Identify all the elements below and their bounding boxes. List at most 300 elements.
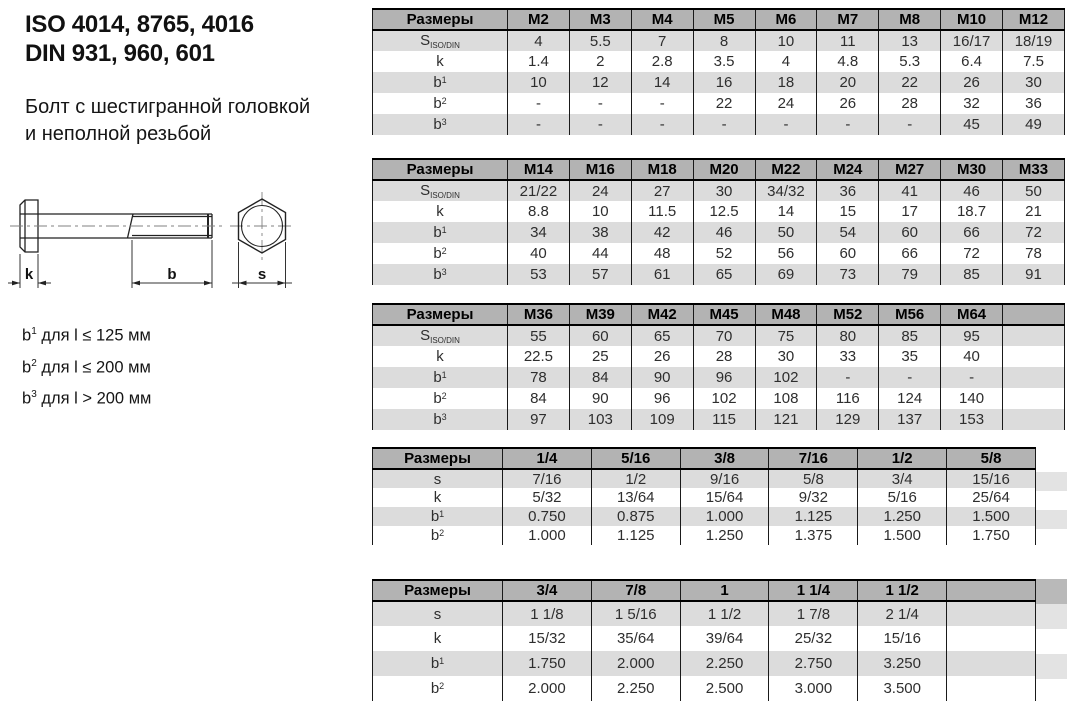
size-column-header: M64: [941, 304, 1003, 325]
value-cell: 27: [631, 180, 693, 201]
value-cell: [947, 676, 1036, 701]
dim-label-s: s: [257, 266, 267, 283]
value-cell: 3.5: [693, 51, 755, 72]
value-cell: 33: [817, 346, 879, 367]
table-row: [373, 114, 1065, 135]
value-cell: 39/64: [680, 626, 769, 651]
value-cell: -: [569, 114, 631, 135]
value-cell: 2.000: [503, 676, 592, 701]
value-cell: 24: [569, 180, 631, 201]
size-column-header: M36: [508, 304, 570, 325]
value-cell: 66: [879, 243, 941, 264]
page-subtitle: [25, 94, 310, 148]
page-title: [25, 10, 254, 68]
value-cell: [947, 651, 1036, 676]
table-header-row: [373, 580, 1036, 601]
value-cell: 22.5: [508, 346, 570, 367]
table-metric-m36-m64: [372, 303, 1065, 430]
size-column-header: M4: [631, 9, 693, 30]
size-column-header: M6: [755, 9, 817, 30]
size-column-header: 5/8: [947, 448, 1036, 469]
size-column-header: M42: [631, 304, 693, 325]
value-cell: 14: [755, 201, 817, 222]
value-cell: 1 1/8: [503, 601, 592, 626]
value-cell: 4.8: [817, 51, 879, 72]
value-cell: 28: [879, 93, 941, 114]
size-column-header: 1/4: [503, 448, 592, 469]
stripe-extension-table5: [1036, 579, 1067, 704]
value-cell: 96: [693, 367, 755, 388]
size-column-header: M18: [631, 159, 693, 180]
value-cell: 80: [817, 325, 879, 346]
row-label: $b^2$: [373, 676, 503, 701]
value-cell: 36: [1003, 93, 1065, 114]
table-row: [373, 30, 1065, 51]
value-cell: 24: [755, 93, 817, 114]
value-cell: -: [693, 114, 755, 135]
value-cell: 15/16: [947, 469, 1036, 488]
value-cell: 5/32: [503, 488, 592, 507]
value-cell: 65: [631, 325, 693, 346]
row-label: $b^1$: [373, 651, 503, 676]
size-column-header: 1: [680, 580, 769, 601]
title-iso-line: ISO 4014, 8765, 4016: [25, 11, 254, 38]
row-label: k: [373, 488, 503, 507]
table-row: [373, 651, 1036, 676]
value-cell: 25/64: [947, 488, 1036, 507]
size-column-header: M12: [1003, 9, 1065, 30]
table-row: [373, 72, 1065, 93]
size-column-header: M24: [817, 159, 879, 180]
title-din-line: DIN 931, 960, 601: [25, 40, 215, 67]
table-row: [373, 51, 1065, 72]
value-cell: 14: [631, 72, 693, 93]
value-cell: 1/2: [591, 469, 680, 488]
value-cell: 4: [755, 51, 817, 72]
value-cell: 40: [508, 243, 570, 264]
value-cell: 1 7/8: [769, 601, 858, 626]
value-cell: 30: [1003, 72, 1065, 93]
table-header-row: [373, 304, 1065, 325]
value-cell: 70: [693, 325, 755, 346]
value-cell: 34/32: [755, 180, 817, 201]
table-row: [373, 201, 1065, 222]
value-cell: 1.4: [508, 51, 570, 72]
value-cell: 60: [569, 325, 631, 346]
value-cell: 35: [879, 346, 941, 367]
value-cell: 73: [817, 264, 879, 285]
value-cell: 55: [508, 325, 570, 346]
value-cell: 85: [941, 264, 1003, 285]
size-column-header: M16: [569, 159, 631, 180]
value-cell: 30: [693, 180, 755, 201]
value-cell: [1003, 325, 1065, 346]
value-cell: 60: [817, 243, 879, 264]
value-cell: 1.000: [680, 507, 769, 526]
table-metric-m14-m33: [372, 158, 1065, 285]
size-column-header: 7/16: [769, 448, 858, 469]
value-cell: 25: [569, 346, 631, 367]
value-cell: 1.375: [769, 526, 858, 545]
value-cell: 124: [879, 388, 941, 409]
value-cell: 44: [569, 243, 631, 264]
value-cell: 3.000: [769, 676, 858, 701]
value-cell: 15/16: [858, 626, 947, 651]
value-cell: 8.8: [508, 201, 570, 222]
size-column-header: M10: [941, 9, 1003, 30]
table-row: [373, 222, 1065, 243]
subtitle-line2: и неполной резьбой: [25, 123, 212, 145]
row-label: $b^1$: [373, 507, 503, 526]
value-cell: 2.250: [591, 676, 680, 701]
value-cell: 2.500: [680, 676, 769, 701]
value-cell: 18: [755, 72, 817, 93]
value-cell: 21/22: [508, 180, 570, 201]
row-label: $b^2$: [373, 526, 503, 545]
value-cell: 0.750: [503, 507, 592, 526]
size-column-header: M8: [879, 9, 941, 30]
row-label-header: Размеры: [373, 304, 508, 325]
value-cell: 3.250: [858, 651, 947, 676]
value-cell: 18/19: [1003, 30, 1065, 51]
value-cell: 26: [817, 93, 879, 114]
value-cell: 1.125: [591, 526, 680, 545]
value-cell: 48: [631, 243, 693, 264]
size-column-header: M39: [569, 304, 631, 325]
value-cell: 121: [755, 409, 817, 430]
value-cell: 69: [755, 264, 817, 285]
value-cell: -: [817, 114, 879, 135]
value-cell: 72: [941, 243, 1003, 264]
value-cell: 15/32: [503, 626, 592, 651]
dimension-lines: [8, 240, 292, 288]
row-label: $S_{ISO/DIN}$: [373, 325, 508, 346]
value-cell: [1003, 388, 1065, 409]
size-column-header: 7/8: [591, 580, 680, 601]
value-cell: [1003, 409, 1065, 430]
value-cell: 2: [569, 51, 631, 72]
value-cell: 97: [508, 409, 570, 430]
value-cell: 41: [879, 180, 941, 201]
size-column-header: M27: [879, 159, 941, 180]
value-cell: 140: [941, 388, 1003, 409]
table-header-row: [373, 9, 1065, 30]
value-cell: 75: [755, 325, 817, 346]
value-cell: -: [941, 367, 1003, 388]
row-label-header: Размеры: [373, 9, 508, 30]
table-row: [373, 367, 1065, 388]
value-cell: 7.5: [1003, 51, 1065, 72]
row-label: $b^1$: [373, 367, 508, 388]
value-cell: 45: [941, 114, 1003, 135]
row-label: $b^2$: [373, 93, 508, 114]
value-cell: 5/8: [769, 469, 858, 488]
value-cell: 46: [693, 222, 755, 243]
table-row: [373, 325, 1065, 346]
row-label-header: Размеры: [373, 448, 503, 469]
value-cell: 7: [631, 30, 693, 51]
row-label: k: [373, 346, 508, 367]
value-cell: 11: [817, 30, 879, 51]
value-cell: 13/64: [591, 488, 680, 507]
empty-column-header: [947, 580, 1036, 601]
value-cell: 8: [693, 30, 755, 51]
table-row: [373, 526, 1036, 545]
value-cell: [1003, 346, 1065, 367]
value-cell: 72: [1003, 222, 1065, 243]
value-cell: 90: [569, 388, 631, 409]
value-cell: 57: [569, 264, 631, 285]
value-cell: 78: [1003, 243, 1065, 264]
value-cell: 95: [941, 325, 1003, 346]
value-cell: 84: [569, 367, 631, 388]
size-column-header: M2: [508, 9, 570, 30]
table-header-row: [373, 159, 1065, 180]
value-cell: 35/64: [591, 626, 680, 651]
value-cell: 54: [817, 222, 879, 243]
size-column-header: M3: [569, 9, 631, 30]
row-label: $b^1$: [373, 222, 508, 243]
value-cell: 66: [941, 222, 1003, 243]
value-cell: [947, 601, 1036, 626]
value-cell: 34: [508, 222, 570, 243]
dim-label-b: b: [167, 266, 177, 283]
size-column-header: M45: [693, 304, 755, 325]
value-cell: 78: [508, 367, 570, 388]
dim-label-k: k: [24, 266, 34, 283]
size-column-header: M14: [508, 159, 570, 180]
value-cell: 115: [693, 409, 755, 430]
footnote-b3: $b^3$ для l > 200 мм: [22, 389, 152, 408]
value-cell: 10: [508, 72, 570, 93]
value-cell: 32: [941, 93, 1003, 114]
value-cell: 1.750: [503, 651, 592, 676]
value-cell: [1003, 367, 1065, 388]
value-cell: 15: [817, 201, 879, 222]
size-column-header: M5: [693, 9, 755, 30]
value-cell: 56: [755, 243, 817, 264]
value-cell: 1.000: [503, 526, 592, 545]
table-row: [373, 507, 1036, 526]
value-cell: -: [817, 367, 879, 388]
value-cell: 108: [755, 388, 817, 409]
table-row: [373, 601, 1036, 626]
row-label: k: [373, 626, 503, 651]
value-cell: 20: [817, 72, 879, 93]
value-cell: 3/4: [858, 469, 947, 488]
value-cell: 84: [508, 388, 570, 409]
centerlines: [10, 192, 294, 261]
empty-column-header: [1003, 304, 1065, 325]
value-cell: 12.5: [693, 201, 755, 222]
value-cell: 0.875: [591, 507, 680, 526]
value-cell: 22: [879, 72, 941, 93]
table-row: [373, 676, 1036, 701]
table-row: [373, 93, 1065, 114]
value-cell: 60: [879, 222, 941, 243]
value-cell: -: [755, 114, 817, 135]
table-inch-small: [372, 447, 1036, 545]
value-cell: 2.750: [769, 651, 858, 676]
value-cell: 10: [755, 30, 817, 51]
table-row: [373, 180, 1065, 201]
value-cell: 96: [631, 388, 693, 409]
size-column-header: 3/8: [680, 448, 769, 469]
footnote-b2: $b^2$ для l ≤ 200 мм: [22, 357, 151, 376]
value-cell: 26: [941, 72, 1003, 93]
row-label-header: Размеры: [373, 580, 503, 601]
table-header-row: [373, 448, 1036, 469]
value-cell: 4: [508, 30, 570, 51]
value-cell: 7/16: [503, 469, 592, 488]
value-cell: 137: [879, 409, 941, 430]
value-cell: 36: [817, 180, 879, 201]
size-column-header: M48: [755, 304, 817, 325]
row-label-header: Размеры: [373, 159, 508, 180]
value-cell: 102: [693, 388, 755, 409]
value-cell: 30: [755, 346, 817, 367]
table-row: [373, 488, 1036, 507]
value-cell: 1 5/16: [591, 601, 680, 626]
size-column-header: M33: [1003, 159, 1065, 180]
value-cell: 1.250: [680, 526, 769, 545]
row-label: k: [373, 51, 508, 72]
value-cell: 9/16: [680, 469, 769, 488]
size-column-header: M20: [693, 159, 755, 180]
value-cell: 1.500: [947, 507, 1036, 526]
stripe-extension-table4: [1036, 472, 1067, 548]
value-cell: 22: [693, 93, 755, 114]
size-column-header: M22: [755, 159, 817, 180]
value-cell: 50: [755, 222, 817, 243]
value-cell: 1 1/2: [680, 601, 769, 626]
table-row: [373, 388, 1065, 409]
value-cell: 16/17: [941, 30, 1003, 51]
value-cell: 79: [879, 264, 941, 285]
value-cell: 153: [941, 409, 1003, 430]
value-cell: -: [879, 367, 941, 388]
value-cell: -: [631, 93, 693, 114]
size-column-header: 1 1/2: [858, 580, 947, 601]
row-label: k: [373, 201, 508, 222]
row-label: $S_{ISO/DIN}$: [373, 30, 508, 51]
value-cell: 25/32: [769, 626, 858, 651]
value-cell: 116: [817, 388, 879, 409]
value-cell: 2 1/4: [858, 601, 947, 626]
value-cell: 2.250: [680, 651, 769, 676]
value-cell: 129: [817, 409, 879, 430]
footnotes: [22, 318, 151, 413]
value-cell: 38: [569, 222, 631, 243]
value-cell: 5.3: [879, 51, 941, 72]
row-label: $b^3$: [373, 264, 508, 285]
value-cell: 85: [879, 325, 941, 346]
table-row: [373, 626, 1036, 651]
value-cell: 10: [569, 201, 631, 222]
value-cell: 91: [1003, 264, 1065, 285]
value-cell: 42: [631, 222, 693, 243]
row-label: $b^3$: [373, 114, 508, 135]
value-cell: 1.750: [947, 526, 1036, 545]
row-label: $b^2$: [373, 388, 508, 409]
value-cell: -: [508, 114, 570, 135]
value-cell: 52: [693, 243, 755, 264]
footnote-b1: $b^1$ для l ≤ 125 мм: [22, 326, 151, 345]
table-row: [373, 264, 1065, 285]
value-cell: 46: [941, 180, 1003, 201]
value-cell: 6.4: [941, 51, 1003, 72]
value-cell: 28: [693, 346, 755, 367]
size-column-header: M7: [817, 9, 879, 30]
row-label: $b^3$: [373, 409, 508, 430]
value-cell: 109: [631, 409, 693, 430]
row-label: s: [373, 601, 503, 626]
value-cell: 21: [1003, 201, 1065, 222]
value-cell: -: [508, 93, 570, 114]
size-column-header: 1 1/4: [769, 580, 858, 601]
value-cell: 2.8: [631, 51, 693, 72]
value-cell: 26: [631, 346, 693, 367]
table-row: [373, 409, 1065, 430]
value-cell: 90: [631, 367, 693, 388]
subtitle-line1: Болт с шестигранной головкой: [25, 96, 311, 118]
value-cell: 12: [569, 72, 631, 93]
value-cell: 65: [693, 264, 755, 285]
table-row: [373, 346, 1065, 367]
value-cell: 16: [693, 72, 755, 93]
row-label: $b^1$: [373, 72, 508, 93]
value-cell: -: [879, 114, 941, 135]
value-cell: 102: [755, 367, 817, 388]
value-cell: 18.7: [941, 201, 1003, 222]
value-cell: 2.000: [591, 651, 680, 676]
size-column-header: M52: [817, 304, 879, 325]
value-cell: 50: [1003, 180, 1065, 201]
value-cell: 17: [879, 201, 941, 222]
value-cell: 9/32: [769, 488, 858, 507]
size-column-header: M56: [879, 304, 941, 325]
value-cell: [947, 626, 1036, 651]
value-cell: 13: [879, 30, 941, 51]
row-label: $b^2$: [373, 243, 508, 264]
bolt-technical-drawing: [8, 183, 338, 313]
table-inch-large: [372, 579, 1036, 701]
size-column-header: 1/2: [858, 448, 947, 469]
value-cell: 1.125: [769, 507, 858, 526]
value-cell: 61: [631, 264, 693, 285]
table-row: [373, 469, 1036, 488]
value-cell: 11.5: [631, 201, 693, 222]
value-cell: 5/16: [858, 488, 947, 507]
size-column-header: 5/16: [591, 448, 680, 469]
value-cell: 1.500: [858, 526, 947, 545]
size-column-header: M30: [941, 159, 1003, 180]
table-row: [373, 243, 1065, 264]
value-cell: 1.250: [858, 507, 947, 526]
value-cell: 49: [1003, 114, 1065, 135]
value-cell: 53: [508, 264, 570, 285]
value-cell: -: [631, 114, 693, 135]
row-label: $S_{ISO/DIN}$: [373, 180, 508, 201]
value-cell: 5.5: [569, 30, 631, 51]
value-cell: 40: [941, 346, 1003, 367]
size-column-header: 3/4: [503, 580, 592, 601]
row-label: s: [373, 469, 503, 488]
value-cell: -: [569, 93, 631, 114]
table-metric-m2-m12: [372, 8, 1065, 135]
value-cell: 103: [569, 409, 631, 430]
value-cell: 3.500: [858, 676, 947, 701]
